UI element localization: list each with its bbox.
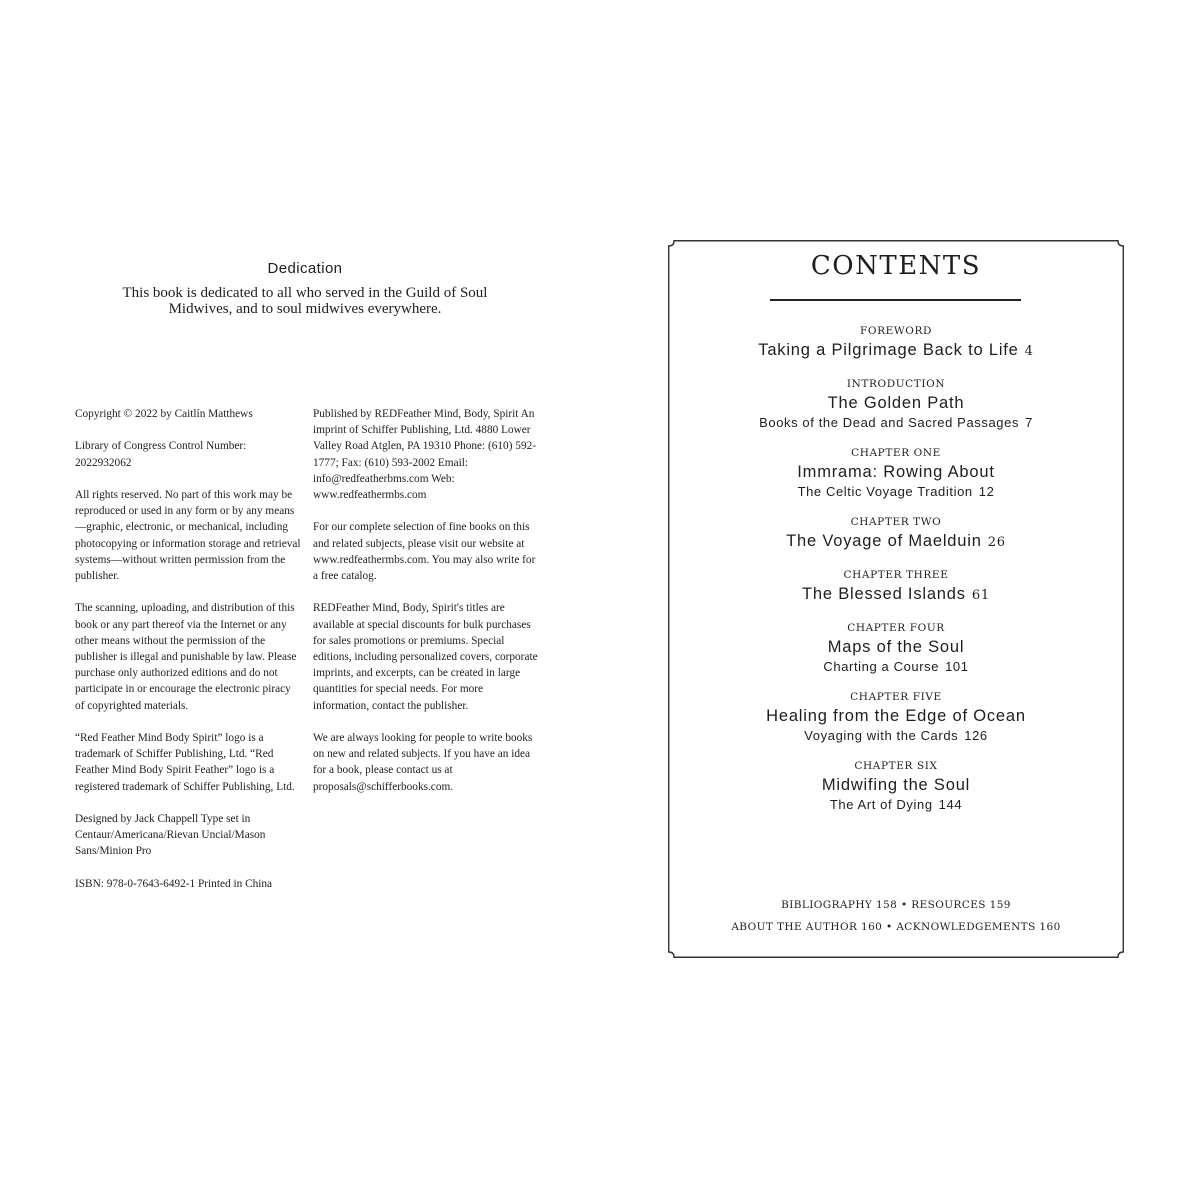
toc-entry (668, 324, 1124, 363)
entry-title: Healing from the Edge of Ocean (766, 707, 1026, 725)
copyright-paragraph: The scanning, uploading, and distribution of this book or any part thereof via the Internet or any other means without the permission of the publisher is illegal and punishable by law. Please purchase only authorized editions and do not participate in or encourage the electronic piracy of copyrighted materials. (75, 602, 297, 712)
page-number: 26 (987, 535, 1006, 550)
page-number: 12 (978, 484, 995, 499)
toc-entry (668, 621, 1124, 676)
publisher-paragraph: We are always looking for people to write books on new and related subjects. If you have an idea for a book, please contact us at proposals@schifferbooks.com. (313, 732, 533, 793)
copyright-column (75, 406, 301, 908)
publisher-paragraph: Published by REDFeather Mind, Body, Spirit An imprint of Schiffer Publishing, Ltd. 4880 Lower Valley Road Atglen, PA 19310 Phone: (610) 592-1777; Fax: (610) 593-2002 Email: info@redfeatherbms.com Web: www.redfeathermbs.com (313, 408, 537, 502)
page-number: 144 (938, 797, 963, 812)
back-matter (668, 894, 1124, 938)
toc-entry (668, 690, 1124, 745)
entry-label: CHAPTER SIX (854, 760, 938, 772)
entry-title: Maps of the Soul (827, 638, 965, 656)
dedication-title: Dedication (267, 260, 343, 277)
entry-title: Taking a Pilgrimage Back to Life 4 (758, 341, 1034, 359)
back-matter-line: BIBLIOGRAPHY 158 • RESOURCES 159 (781, 899, 1011, 911)
copyright-paragraph: All rights reserved. No part of this work may be reproduced or used in any form or by any means—graphic, electronic, or mechanical, including photocopying or information storage and retrieval systems—without written permission from the publisher. (75, 488, 301, 582)
dedication-line: Midwives, and to soul midwives everywhere. (168, 301, 442, 317)
toc-entry (668, 759, 1124, 814)
entry-label: CHAPTER FOUR (847, 622, 945, 634)
page-number: 126 (964, 728, 988, 743)
entry-title: The Golden Path (827, 394, 965, 412)
page-number: 7 (1025, 415, 1033, 430)
toc-entry (668, 377, 1124, 432)
entry-label: INTRODUCTION (846, 378, 946, 390)
dedication-line: This book is dedicated to all who served in the Guild of Soul (122, 285, 488, 301)
entry-title: The Voyage of Maelduin 26 (786, 532, 1006, 550)
entry-label: CHAPTER FIVE (850, 691, 942, 703)
entry-label: CHAPTER ONE (851, 447, 941, 459)
publisher-paragraph: For our complete selection of fine books on this and related subjects, please visit our website at www.redfeathermbs.com. You may also write for a free catalog. (313, 521, 536, 583)
entry-subtitle: The Art of Dying 144 (829, 797, 963, 812)
copyright-paragraph: Copyright © 2022 by Caitlín Matthews (75, 408, 253, 420)
entry-title: Immrama: Rowing About (797, 463, 995, 481)
entry-subtitle: The Celtic Voyage Tradition 12 (797, 484, 995, 499)
entry-title: Midwifing the Soul (821, 776, 971, 794)
page-number: 101 (945, 659, 969, 674)
entry-subtitle: Charting a Course 101 (823, 659, 969, 674)
page-number: 61 (971, 588, 990, 603)
entry-label: CHAPTER THREE (843, 569, 949, 581)
entry-label: CHAPTER TWO (850, 516, 942, 528)
page-number: 4 (1024, 344, 1034, 359)
copyright-paragraph: Library of Congress Control Number: 2022932062 (75, 440, 247, 469)
entry-label: FOREWORD (860, 325, 932, 337)
toc-entry (668, 568, 1124, 607)
dedication-text (90, 285, 520, 317)
copyright-paragraph: Designed by Jack Chappell Type set in Centaur/Americana/Rievan Uncial/Mason Sans/Minion Pro (75, 813, 266, 858)
copyright-paragraph: ISBN: 978-0-7643-6492-1 Printed in China (75, 877, 273, 890)
entry-title: The Blessed Islands 61 (802, 585, 990, 603)
toc-entry (668, 515, 1124, 554)
publisher-column (313, 406, 541, 811)
copyright-paragraph: “Red Feather Mind Body Spirit” logo is a trademark of Schiffer Publishing, Ltd. “Red Feather Mind Body Spirit Feather” logo is a registered trademark of Schiffer Publishing, Ltd. (75, 732, 295, 793)
dedication-block (90, 260, 520, 317)
toc-entry (668, 446, 1124, 501)
entry-subtitle: Books of the Dead and Sacred Passages 7 (759, 415, 1033, 430)
publisher-paragraph: REDFeather Mind, Body, Spirit's titles are available at special discounts for bulk purchases for sales promotions or premiums. Special editions, including personalized covers, corporate imprints, and excerpts, can be created in large quantities for special needs. For more information, contact the publisher. (313, 602, 538, 712)
title-rule (770, 299, 1021, 301)
contents-list (668, 324, 1124, 828)
contents-title: CONTENTS (810, 251, 982, 281)
back-matter-line: ABOUT THE AUTHOR 160 • ACKNOWLEDGEMENTS 160 (731, 921, 1061, 933)
entry-subtitle: Voyaging with the Cards 126 (804, 728, 988, 743)
